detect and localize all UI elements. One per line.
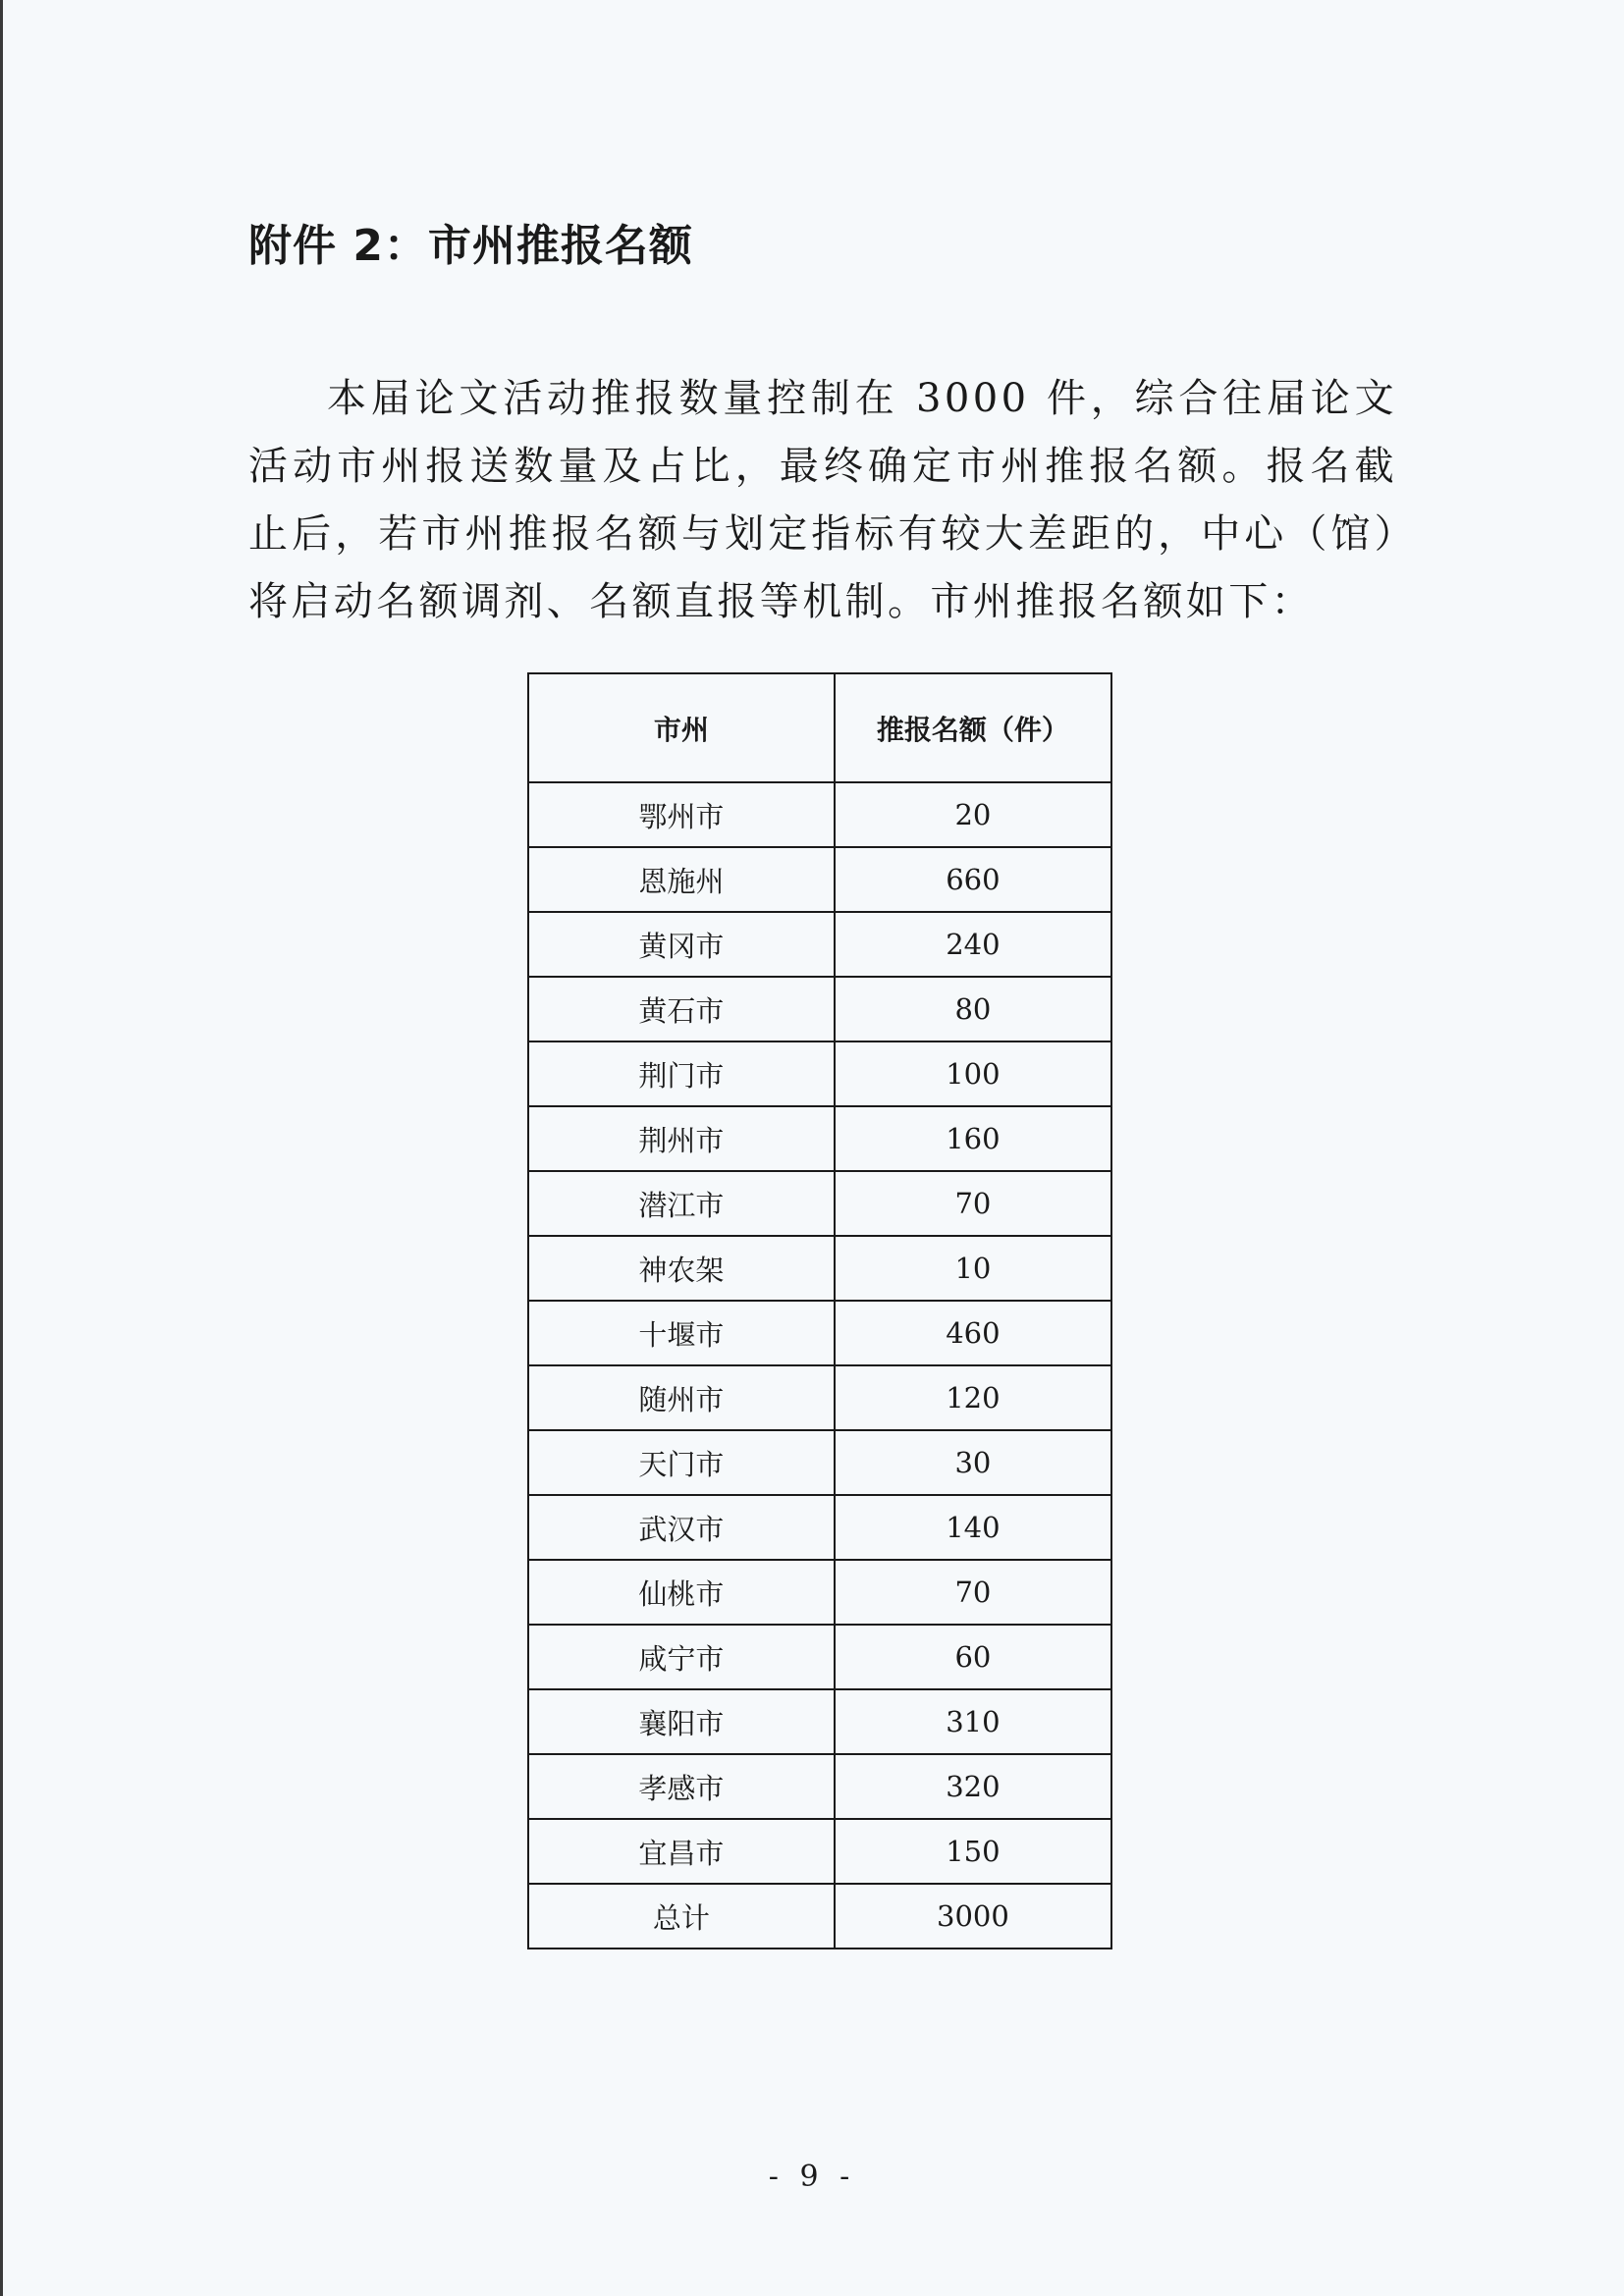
- page-left-edge: [0, 0, 3, 2296]
- table-row: [528, 1560, 1111, 1625]
- quota-cell: 70: [835, 1171, 1111, 1236]
- quota-cell: 100: [835, 1041, 1111, 1106]
- city-cell: 恩施州: [528, 847, 835, 912]
- table-row: [528, 1625, 1111, 1689]
- quota-cell: 30: [835, 1430, 1111, 1495]
- attachment-heading: 附件 2：市州推报名额: [248, 221, 693, 271]
- city-cell: 荆州市: [528, 1106, 835, 1171]
- city-cell: 武汉市: [528, 1495, 835, 1560]
- table-row: [528, 1106, 1111, 1171]
- header-quota: 推报名额（件）: [835, 673, 1111, 782]
- city-cell: 潜江市: [528, 1171, 835, 1236]
- intro-paragraph: 本届论文活动推报数量控制在 3000 件，综合往届论文活动市州报送数量及占比，最终确定市州推报名额。报名截止后，若市州推报名额与划定指标有较大差距的，中心（馆）将启动名额调剂、名额直报等机制。市州推报名额如下：: [248, 376, 1397, 624]
- table-row: [528, 1495, 1111, 1560]
- city-cell: 仙桃市: [528, 1560, 835, 1625]
- table-row: [528, 1430, 1111, 1495]
- city-cell: 鄂州市: [528, 782, 835, 847]
- quota-cell: 160: [835, 1106, 1111, 1171]
- city-cell: 孝感市: [528, 1754, 835, 1819]
- city-cell: 襄阳市: [528, 1689, 835, 1754]
- total-value-cell: 3000: [835, 1884, 1111, 1949]
- city-cell: 黄冈市: [528, 912, 835, 977]
- quota-cell: 310: [835, 1689, 1111, 1754]
- table-row: [528, 1365, 1111, 1430]
- total-label-cell: 总计: [528, 1884, 835, 1949]
- page-number: - 9 -: [768, 2160, 856, 2194]
- city-cell: 咸宁市: [528, 1625, 835, 1689]
- quota-cell: 240: [835, 912, 1111, 977]
- city-cell: 天门市: [528, 1430, 835, 1495]
- quota-cell: 460: [835, 1301, 1111, 1365]
- table-row: [528, 1689, 1111, 1754]
- table-row: [528, 1171, 1111, 1236]
- table-header-row: [528, 673, 1111, 782]
- table-row: [528, 1819, 1111, 1884]
- table-row: [528, 1236, 1111, 1301]
- city-cell: 黄石市: [528, 977, 835, 1041]
- table-row: [528, 1041, 1111, 1106]
- city-cell: 神农架: [528, 1236, 835, 1301]
- table-row: [528, 912, 1111, 977]
- table-row: [528, 1301, 1111, 1365]
- table-total-row: [528, 1884, 1111, 1949]
- city-cell: 宜昌市: [528, 1819, 835, 1884]
- header-city: 市州: [528, 673, 835, 782]
- quota-cell: 140: [835, 1495, 1111, 1560]
- quota-cell: 20: [835, 782, 1111, 847]
- quota-cell: 150: [835, 1819, 1111, 1884]
- city-cell: 荆门市: [528, 1041, 835, 1106]
- quota-cell: 60: [835, 1625, 1111, 1689]
- table-row: [528, 1754, 1111, 1819]
- quota-cell: 10: [835, 1236, 1111, 1301]
- quota-cell: 120: [835, 1365, 1111, 1430]
- table-row: [528, 977, 1111, 1041]
- table-row: [528, 847, 1111, 912]
- table-row: [528, 782, 1111, 847]
- quota-table: [527, 672, 1112, 1949]
- quota-cell: 80: [835, 977, 1111, 1041]
- city-cell: 随州市: [528, 1365, 835, 1430]
- city-cell: 十堰市: [528, 1301, 835, 1365]
- quota-cell: 320: [835, 1754, 1111, 1819]
- quota-cell: 70: [835, 1560, 1111, 1625]
- quota-cell: 660: [835, 847, 1111, 912]
